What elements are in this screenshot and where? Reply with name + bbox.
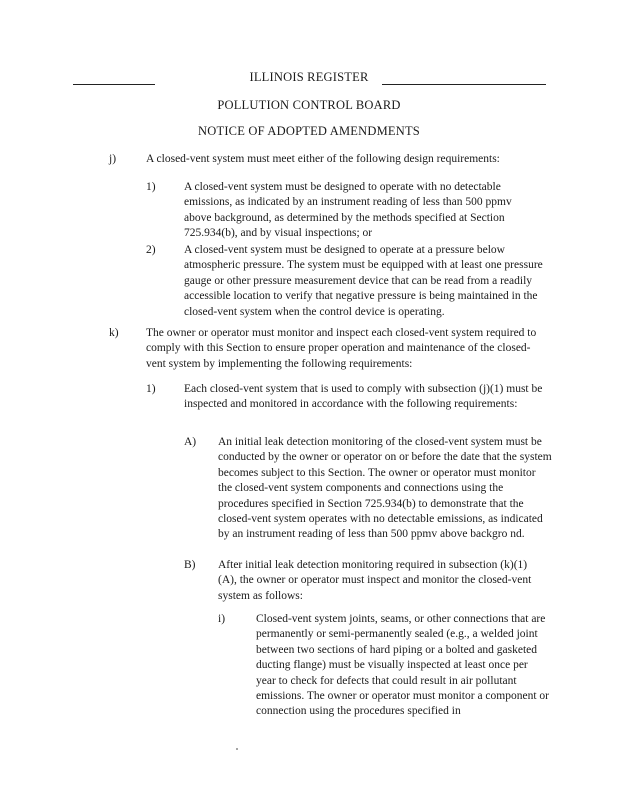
section-j1-label: 1) [146,181,156,193]
section-k-text: The owner or operator must monitor and inspect each closed-vent system required to comply with this Section to ensure proper operation and maintenance of the closed-vent system by implementing the following requirements: [146,327,537,370]
register-title: ILLINOIS REGISTER [249,70,369,84]
section-j-label: j) [109,153,117,165]
scan-speck [236,748,238,750]
section-j1-text: A closed-vent system must be designed to operate with no detectable emissions, as indicated by an instrument reading of less than 500 ppmv above background, as determined by the methods specified at Section 725.934(b), and by visual inspections; or [184,181,512,240]
section-j-text: A closed-vent system must meet either of the following design requirements: [146,153,500,165]
section-k-label: k) [109,327,119,339]
section-j2-text: A closed-vent system must be designed to operate at a pressure below atmospheric pressure. The system must be equipped with at least one pressure gauge or other pressure measurement device that can be read from a readily accessible location to verify that negative pressure is being maintained in the closed-vent system when the control device is operating. [184,244,543,318]
section-k1-label: 1) [146,383,156,395]
section-k1-text: Each closed-vent system that is used to comply with subsection (j)(1) must be inspected and monitored in accordance with the following requirements: [184,383,543,411]
section-k1Bi-label: i) [218,613,226,625]
section-k1B-text: After initial leak detection monitoring required in subsection (k)(1)(A), the owner or operator must inspect and monitor the closed-vent system as follows: [218,559,532,602]
section-k1A-label: A) [184,436,197,448]
section-k1Bi-text: Closed-vent system joints, seams, or other connections that are permanently or semi-permanently sealed (e.g., a welded joint between two sections of hard piping or a bolted and gasketed ducting flange) must be visually inspected at least once per year to check for defects that could result in air pollutant emissions. The owner or operator must monitor a component or connection using the procedures specified in [256,613,549,718]
section-k1A-text: An initial leak detection monitoring of the closed-vent system must be conducted by the owner or operator on or before the date that the system becomes subject to this Section. The owner or operator must monitor the closed-vent system components and connections using the procedures specified in Section 725.934(b) to demonstrate that the closed-vent system operates with no detectable emissions, as indicated by an instrument reading of less than 500 ppmv above backgro nd. [218,436,552,541]
board-title: POLLUTION CONTROL BOARD [217,98,401,112]
section-k1B-label: B) [184,559,196,571]
notice-title: NOTICE OF ADOPTED AMENDMENTS [198,124,420,138]
section-j2-label: 2) [146,244,156,256]
